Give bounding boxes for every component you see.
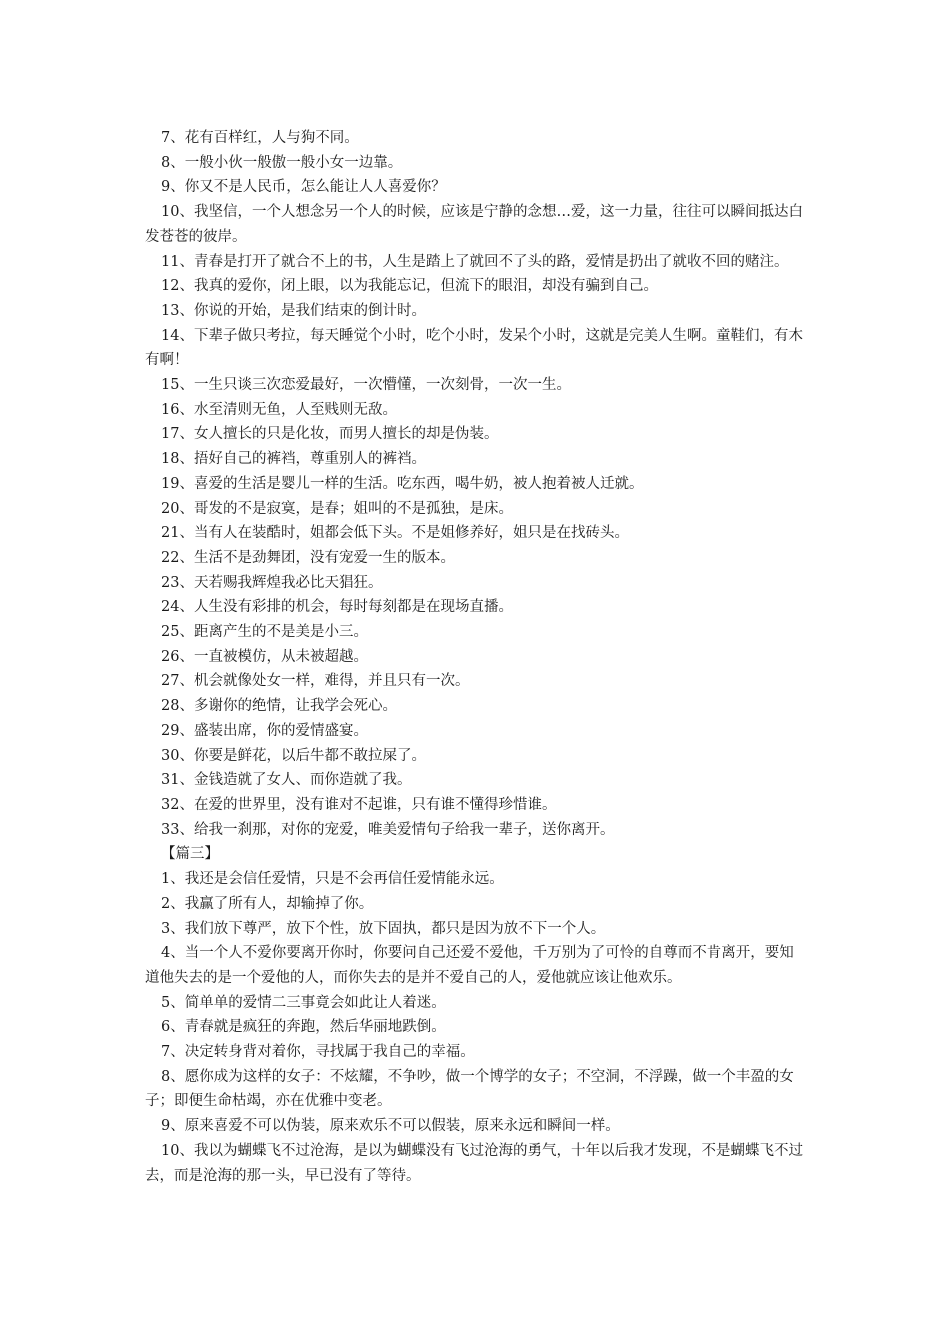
paragraph: 12、我真的爱你，闭上眼，以为我能忘记，但流下的眼泪，却没有骗到自己。	[161, 278, 658, 295]
section-heading: 【篇三】	[161, 846, 219, 863]
paragraph: 9、你又不是人民币，怎么能让人人喜爱你？	[161, 179, 446, 196]
paragraph: 30、你要是鲜花，以后牛都不敢拉屎了。	[161, 747, 426, 764]
paragraph: 18、捂好自己的裤裆，尊重别人的裤裆。	[161, 451, 426, 468]
paragraph: 14、下辈子做只考拉，每天睡觉个小时，吃个小时，发呆个小时，这就是完美人生啊。童鞋们，有木有啊！	[145, 327, 803, 369]
paragraph: 27、机会就像处女一样，难得，并且只有一次。	[161, 673, 470, 690]
paragraph: 9、原来喜爱不可以伪装，原来欢乐不可以假装，原来永远和瞬间一样。	[161, 1118, 620, 1135]
paragraph: 11、青春是打开了就合不上的书，人生是踏上了就回不了头的路，爱情是扔出了就收不回的赌注。	[161, 253, 789, 270]
paragraph: 16、水至清则无鱼，人至贱则无敌。	[161, 401, 397, 418]
paragraph: 25、距离产生的不是美是小三。	[161, 624, 368, 641]
paragraph: 28、多谢你的绝情，让我学会死心。	[161, 698, 397, 715]
paragraph: 21、当有人在装酷时，姐都会低下头。不是姐修养好，姐只是在找砖头。	[161, 525, 629, 542]
paragraph: 26、一直被模仿，从未被超越。	[161, 648, 368, 665]
paragraph: 20、哥发的不是寂寞，是春；姐叫的不是孤独，是床。	[161, 500, 513, 517]
paragraph: 13、你说的开始，是我们结束的倒计时。	[161, 302, 426, 319]
paragraph: 7、决定转身背对着你，寻找属于我自己的幸福。	[161, 1044, 475, 1061]
paragraph: 23、天若赐我辉煌我必比天猖狂。	[161, 574, 383, 591]
paragraph: 6、青春就是疯狂的奔跑，然后华丽地跌倒。	[161, 1019, 446, 1036]
paragraph: 31、金钱造就了女人、而你造就了我。	[161, 772, 412, 789]
paragraph: 29、盛装出席，你的爱情盛宴。	[161, 722, 368, 739]
paragraph: 22、生活不是劲舞团，没有宠爱一生的版本。	[161, 549, 455, 566]
paragraph: 3、我们放下尊严，放下个性，放下固执，都只是因为放不下一个人。	[161, 920, 606, 937]
paragraph: 24、人生没有彩排的机会，每时每刻都是在现场直播。	[161, 599, 513, 616]
paragraph: 8、一般小伙一般傲一般小女一边靠。	[161, 154, 403, 171]
paragraph: 8、愿你成为这样的女子：不炫耀，不争吵，做一个博学的女子；不空洞，不浮躁，做一个丰盈的女子；即便生命枯竭，亦在优雅中变老。	[145, 1068, 794, 1110]
paragraph: 10、我以为蝴蝶飞不过沧海，是以为蝴蝶没有飞过沧海的勇气，十年以后我才发现，不是蝴蝶飞不过去，而是沧海的那一头，早已没有了等待。	[145, 1142, 803, 1184]
paragraph: 4、当一个人不爱你要离开你时，你要问自己还爱不爱他，千万别为了可怜的自尊而不肯离开，要知道他失去的是一个爱他的人，而你失去的是并不爱自己的人，爱他就应该让他欢乐。	[145, 945, 794, 986]
paragraph: 15、一生只谈三次恋爱最好，一次懵懂，一次刻骨，一次一生。	[161, 377, 571, 394]
paragraph: 32、在爱的世界里，没有谁对不起谁，只有谁不懂得珍惜谁。	[161, 796, 557, 813]
paragraph: 2、我赢了所有人，却输掉了你。	[161, 895, 374, 912]
paragraph: 33、给我一刹那，对你的宠爱，唯美爱情句子给我一辈子，送你离开。	[161, 821, 615, 838]
paragraph: 17、女人擅长的只是化妆，而男人擅长的却是伪装。	[161, 426, 499, 443]
paragraph: 5、简单单的爱情二三事竟会如此让人着迷。	[161, 994, 446, 1011]
document-body	[145, 126, 805, 1188]
paragraph: 10、我坚信，一个人想念另一个人的时候，应该是宁静的念想…爱，这一力量，往往可以瞬间抵达白发苍苍的彼岸。	[145, 204, 803, 245]
paragraph: 1、我还是会信任爱情，只是不会再信任爱情能永远。	[161, 871, 504, 888]
paragraph: 19、喜爱的生活是婴儿一样的生活。吃东西，喝牛奶，被人抱着被人迁就。	[161, 475, 644, 492]
paragraph: 7、花有百样红，人与狗不同。	[161, 130, 359, 146]
